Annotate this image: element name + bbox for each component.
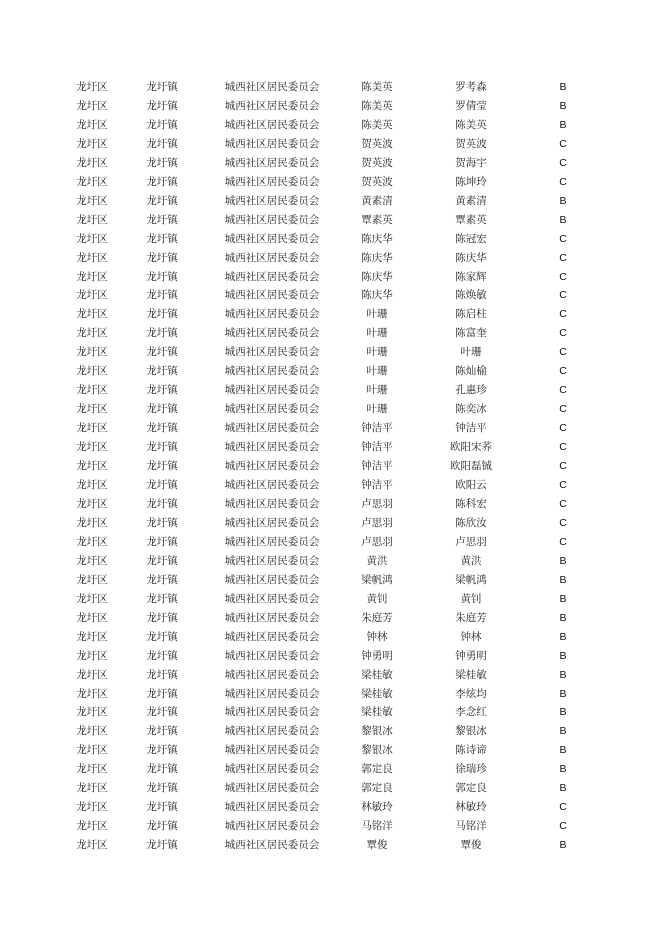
table-row [62,154,582,173]
district-cell: 龙圩区 [76,422,108,435]
table-row [62,230,582,249]
table-row [62,249,582,268]
town-cell: 龙圩镇 [146,744,178,757]
district-cell: 龙圩区 [76,535,108,548]
member-cell: 钟洁平 [455,422,487,435]
district-cell: 龙圩区 [76,611,108,624]
committee-cell: 城西社区居民委员会 [224,630,320,643]
table-row [62,324,582,343]
committee-cell: 城西社区居民委员会 [224,99,320,112]
member-cell: 郭定良 [455,782,487,795]
head-cell: 郭定良 [361,782,393,795]
town-cell: 龙圩镇 [146,118,178,131]
head-cell: 贺英波 [361,156,393,169]
town-cell: 龙圩镇 [146,403,178,416]
district-cell: 龙圩区 [76,156,108,169]
grade-cell: B [559,611,567,624]
committee-cell: 城西社区居民委员会 [224,460,320,473]
district-cell: 龙圩区 [76,554,108,567]
district-cell: 龙圩区 [76,365,108,378]
table-row [62,647,582,666]
member-cell: 李炫均 [455,687,487,700]
grade-cell: C [559,801,567,814]
table-row [62,798,582,817]
member-cell: 贺英波 [455,137,487,150]
committee-cell: 城西社区居民委员会 [224,403,320,416]
grade-cell: B [559,763,567,776]
head-cell: 叶珊 [366,403,388,416]
district-cell: 龙圩区 [76,630,108,643]
grade-cell: B [559,649,567,662]
roster-table [62,78,582,855]
town-cell: 龙圩镇 [146,81,178,93]
committee-cell: 城西社区居民委员会 [224,175,320,188]
town-cell: 龙圩镇 [146,422,178,435]
town-cell: 龙圩镇 [146,194,178,207]
grade-cell: C [559,422,567,435]
district-cell: 龙圩区 [76,687,108,700]
town-cell: 龙圩镇 [146,573,178,586]
member-cell: 欧阳宋荞 [450,441,492,454]
town-cell: 龙圩镇 [146,99,178,112]
member-cell: 黎银冰 [455,725,487,738]
member-cell: 钟勇明 [455,649,487,662]
committee-cell: 城西社区居民委员会 [224,308,320,321]
grade-cell: C [559,479,567,492]
table-row [62,268,582,287]
member-cell: 梁桂敏 [455,668,487,681]
grade-cell: C [559,346,567,359]
head-cell: 钟林 [366,630,388,643]
town-cell: 龙圩镇 [146,289,178,302]
grade-cell: B [559,630,567,643]
head-cell: 叶珊 [366,365,388,378]
head-cell: 郭定良 [361,763,393,776]
head-cell: 陈美英 [361,81,393,93]
town-cell: 龙圩镇 [146,137,178,150]
committee-cell: 城西社区居民委员会 [224,441,320,454]
district-cell: 龙圩区 [76,725,108,738]
grade-cell: C [559,270,567,283]
member-cell: 覃素英 [455,213,487,226]
grade-cell: B [559,554,567,567]
district-cell: 龙圩区 [76,175,108,188]
district-cell: 龙圩区 [76,839,108,852]
grade-cell: B [559,213,567,226]
committee-cell: 城西社区居民委员会 [224,763,320,776]
head-cell: 马铭洋 [361,820,393,833]
committee-cell: 城西社区居民委员会 [224,649,320,662]
committee-cell: 城西社区居民委员会 [224,270,320,283]
head-cell: 黎银冰 [361,744,393,757]
grade-cell: B [559,118,567,131]
district-cell: 龙圩区 [76,782,108,795]
head-cell: 黎银冰 [361,725,393,738]
committee-cell: 城西社区居民委员会 [224,365,320,378]
head-cell: 陈美英 [361,118,393,131]
town-cell: 龙圩镇 [146,706,178,719]
head-cell: 梁桂敏 [361,687,393,700]
member-cell: 覃俊 [460,839,482,852]
grade-cell: C [559,497,567,510]
grade-cell: B [559,725,567,738]
town-cell: 龙圩镇 [146,327,178,340]
district-cell: 龙圩区 [76,99,108,112]
town-cell: 龙圩镇 [146,156,178,169]
district-cell: 龙圩区 [76,801,108,814]
district-cell: 龙圩区 [76,820,108,833]
committee-cell: 城西社区居民委员会 [224,194,320,207]
town-cell: 龙圩镇 [146,175,178,188]
town-cell: 龙圩镇 [146,592,178,605]
district-cell: 龙圩区 [76,668,108,681]
member-cell: 梁帆鸿 [455,573,487,586]
table-row [62,192,582,211]
grade-cell: C [559,441,567,454]
table-row [62,476,582,495]
district-cell: 龙圩区 [76,137,108,150]
head-cell: 梁帆鸿 [361,573,393,586]
committee-cell: 城西社区居民委员会 [224,611,320,624]
town-cell: 龙圩镇 [146,782,178,795]
grade-cell: C [559,535,567,548]
town-cell: 龙圩镇 [146,763,178,776]
grade-cell: B [559,687,567,700]
head-cell: 钟洁平 [361,460,393,473]
member-cell: 陈启柱 [455,308,487,321]
member-cell: 陈诗谛 [455,744,487,757]
head-cell: 贺英波 [361,137,393,150]
table-row [62,286,582,305]
grade-cell: B [559,782,567,795]
table-row [62,495,582,514]
town-cell: 龙圩镇 [146,251,178,264]
table-row [62,305,582,324]
member-cell: 林敏玲 [455,801,487,814]
town-cell: 龙圩镇 [146,384,178,397]
town-cell: 龙圩镇 [146,554,178,567]
committee-cell: 城西社区居民委员会 [224,81,320,93]
town-cell: 龙圩镇 [146,232,178,245]
district-cell: 龙圩区 [76,232,108,245]
table-row [62,97,582,116]
committee-cell: 城西社区居民委员会 [224,213,320,226]
committee-cell: 城西社区居民委员会 [224,668,320,681]
head-cell: 卢思羽 [361,516,393,529]
committee-cell: 城西社区居民委员会 [224,384,320,397]
table-row [62,116,582,135]
head-cell: 叶珊 [366,346,388,359]
district-cell: 龙圩区 [76,308,108,321]
member-cell: 陈奕冰 [455,403,487,416]
district-cell: 龙圩区 [76,346,108,359]
committee-cell: 城西社区居民委员会 [224,118,320,131]
head-cell: 钟洁平 [361,422,393,435]
table-row [62,779,582,798]
grade-cell: B [559,99,567,112]
table-row [62,552,582,571]
table-row [62,609,582,628]
head-cell: 钟洁平 [361,479,393,492]
head-cell: 陈美英 [361,99,393,112]
grade-cell: B [559,81,567,93]
committee-cell: 城西社区居民委员会 [224,497,320,510]
member-cell: 陈灿榆 [455,365,487,378]
member-cell: 黄洪 [460,554,482,567]
grade-cell: B [559,744,567,757]
district-cell: 龙圩区 [76,194,108,207]
district-cell: 龙圩区 [76,213,108,226]
head-cell: 叶珊 [366,308,388,321]
head-cell: 黄素清 [361,194,393,207]
town-cell: 龙圩镇 [146,516,178,529]
grade-cell: B [559,839,567,852]
grade-cell: C [559,516,567,529]
grade-cell: C [559,156,567,169]
table-row [62,722,582,741]
member-cell: 钟林 [460,630,482,643]
table-row [62,457,582,476]
committee-cell: 城西社区居民委员会 [224,573,320,586]
table-row [62,343,582,362]
member-cell: 陈欣汝 [455,516,487,529]
committee-cell: 城西社区居民委员会 [224,687,320,700]
committee-cell: 城西社区居民委员会 [224,251,320,264]
grade-cell: C [559,460,567,473]
head-cell: 陈庆华 [361,232,393,245]
town-cell: 龙圩镇 [146,365,178,378]
head-cell: 黄钊 [366,592,388,605]
head-cell: 覃俊 [366,839,388,852]
district-cell: 龙圩区 [76,251,108,264]
district-cell: 龙圩区 [76,81,108,93]
head-cell: 黄洪 [366,554,388,567]
town-cell: 龙圩镇 [146,801,178,814]
head-cell: 卢思羽 [361,497,393,510]
member-cell: 陈富奎 [455,327,487,340]
town-cell: 龙圩镇 [146,270,178,283]
head-cell: 钟洁平 [361,441,393,454]
district-cell: 龙圩区 [76,763,108,776]
member-cell: 黄钊 [460,592,482,605]
head-cell: 钟勇明 [361,649,393,662]
grade-cell: C [559,327,567,340]
town-cell: 龙圩镇 [146,839,178,852]
grade-cell: C [559,137,567,150]
member-cell: 罗考森 [455,81,487,93]
district-cell: 龙圩区 [76,441,108,454]
district-cell: 龙圩区 [76,479,108,492]
grade-cell: C [559,308,567,321]
member-cell: 徐瑞珍 [455,763,487,776]
town-cell: 龙圩镇 [146,535,178,548]
grade-cell: C [559,232,567,245]
district-cell: 龙圩区 [76,460,108,473]
district-cell: 龙圩区 [76,289,108,302]
district-cell: 龙圩区 [76,592,108,605]
grade-cell: B [559,668,567,681]
table-row [62,135,582,154]
district-cell: 龙圩区 [76,403,108,416]
district-cell: 龙圩区 [76,649,108,662]
town-cell: 龙圩镇 [146,497,178,510]
committee-cell: 城西社区居民委员会 [224,592,320,605]
committee-cell: 城西社区居民委员会 [224,479,320,492]
roster-body [62,78,582,855]
committee-cell: 城西社区居民委员会 [224,801,320,814]
member-cell: 陈家辉 [455,270,487,283]
grade-cell: C [559,289,567,302]
committee-cell: 城西社区居民委员会 [224,422,320,435]
town-cell: 龙圩镇 [146,460,178,473]
head-cell: 陈庆华 [361,270,393,283]
member-cell: 陈焕敏 [455,289,487,302]
table-row [62,571,582,590]
district-cell: 龙圩区 [76,118,108,131]
committee-cell: 城西社区居民委员会 [224,554,320,567]
town-cell: 龙圩镇 [146,725,178,738]
table-row [62,760,582,779]
town-cell: 龙圩镇 [146,346,178,359]
town-cell: 龙圩镇 [146,820,178,833]
member-cell: 陈科宏 [455,497,487,510]
town-cell: 龙圩镇 [146,611,178,624]
member-cell: 陈坤玲 [455,175,487,188]
head-cell: 梁桂敏 [361,668,393,681]
district-cell: 龙圩区 [76,384,108,397]
table-row [62,438,582,457]
district-cell: 龙圩区 [76,270,108,283]
member-cell: 孔惠珍 [455,384,487,397]
member-cell: 贺海宇 [455,156,487,169]
head-cell: 叶珊 [366,327,388,340]
grade-cell: B [559,573,567,586]
district-cell: 龙圩区 [76,516,108,529]
table-row [62,666,582,685]
table-row [62,419,582,438]
head-cell: 梁桂敏 [361,706,393,719]
committee-cell: 城西社区居民委员会 [224,725,320,738]
member-cell: 叶珊 [460,346,482,359]
town-cell: 龙圩镇 [146,687,178,700]
town-cell: 龙圩镇 [146,441,178,454]
committee-cell: 城西社区居民委员会 [224,327,320,340]
member-cell: 陈冠宏 [455,232,487,245]
table-row [62,173,582,192]
town-cell: 龙圩镇 [146,649,178,662]
head-cell: 陈庆华 [361,251,393,264]
committee-cell: 城西社区居民委员会 [224,782,320,795]
committee-cell: 城西社区居民委员会 [224,137,320,150]
member-cell: 欧阳磊铖 [450,460,492,473]
town-cell: 龙圩镇 [146,668,178,681]
member-cell: 黄素清 [455,194,487,207]
member-cell: 朱庭芳 [455,611,487,624]
district-cell: 龙圩区 [76,706,108,719]
grade-cell: C [559,403,567,416]
table-row [62,836,582,855]
member-cell: 陈庆华 [455,251,487,264]
member-cell: 李念红 [455,706,487,719]
committee-cell: 城西社区居民委员会 [224,346,320,359]
grade-cell: B [559,194,567,207]
town-cell: 龙圩镇 [146,213,178,226]
committee-cell: 城西社区居民委员会 [224,535,320,548]
committee-cell: 城西社区居民委员会 [224,232,320,245]
head-cell: 叶珊 [366,384,388,397]
table-row [62,400,582,419]
grade-cell: B [559,592,567,605]
table-row [62,533,582,552]
committee-cell: 城西社区居民委员会 [224,156,320,169]
table-row [62,817,582,836]
head-cell: 林敏玲 [361,801,393,814]
district-cell: 龙圩区 [76,327,108,340]
grade-cell: C [559,251,567,264]
table-row [62,514,582,533]
head-cell: 朱庭芳 [361,611,393,624]
committee-cell: 城西社区居民委员会 [224,516,320,529]
table-row [62,381,582,400]
head-cell: 卢思羽 [361,535,393,548]
head-cell: 覃素英 [361,213,393,226]
grade-cell: C [559,820,567,833]
member-cell: 罗倩莹 [455,99,487,112]
table-row [62,628,582,647]
committee-cell: 城西社区居民委员会 [224,706,320,719]
table-row [62,685,582,704]
district-cell: 龙圩区 [76,744,108,757]
grade-cell: C [559,384,567,397]
table-row [62,211,582,230]
district-cell: 龙圩区 [76,497,108,510]
district-cell: 龙圩区 [76,573,108,586]
member-cell: 陈美英 [455,118,487,131]
table-row [62,78,582,97]
town-cell: 龙圩镇 [146,479,178,492]
table-row [62,741,582,760]
member-cell: 卢思羽 [455,535,487,548]
town-cell: 龙圩镇 [146,630,178,643]
table-row [62,590,582,609]
member-cell: 马铭洋 [455,820,487,833]
head-cell: 贺英波 [361,175,393,188]
grade-cell: C [559,365,567,378]
head-cell: 陈庆华 [361,289,393,302]
committee-cell: 城西社区居民委员会 [224,839,320,852]
member-cell: 欧阳云 [455,479,487,492]
committee-cell: 城西社区居民委员会 [224,744,320,757]
grade-cell: C [559,175,567,188]
table-row [62,362,582,381]
grade-cell: B [559,706,567,719]
town-cell: 龙圩镇 [146,308,178,321]
committee-cell: 城西社区居民委员会 [224,820,320,833]
committee-cell: 城西社区居民委员会 [224,289,320,302]
table-row [62,703,582,722]
